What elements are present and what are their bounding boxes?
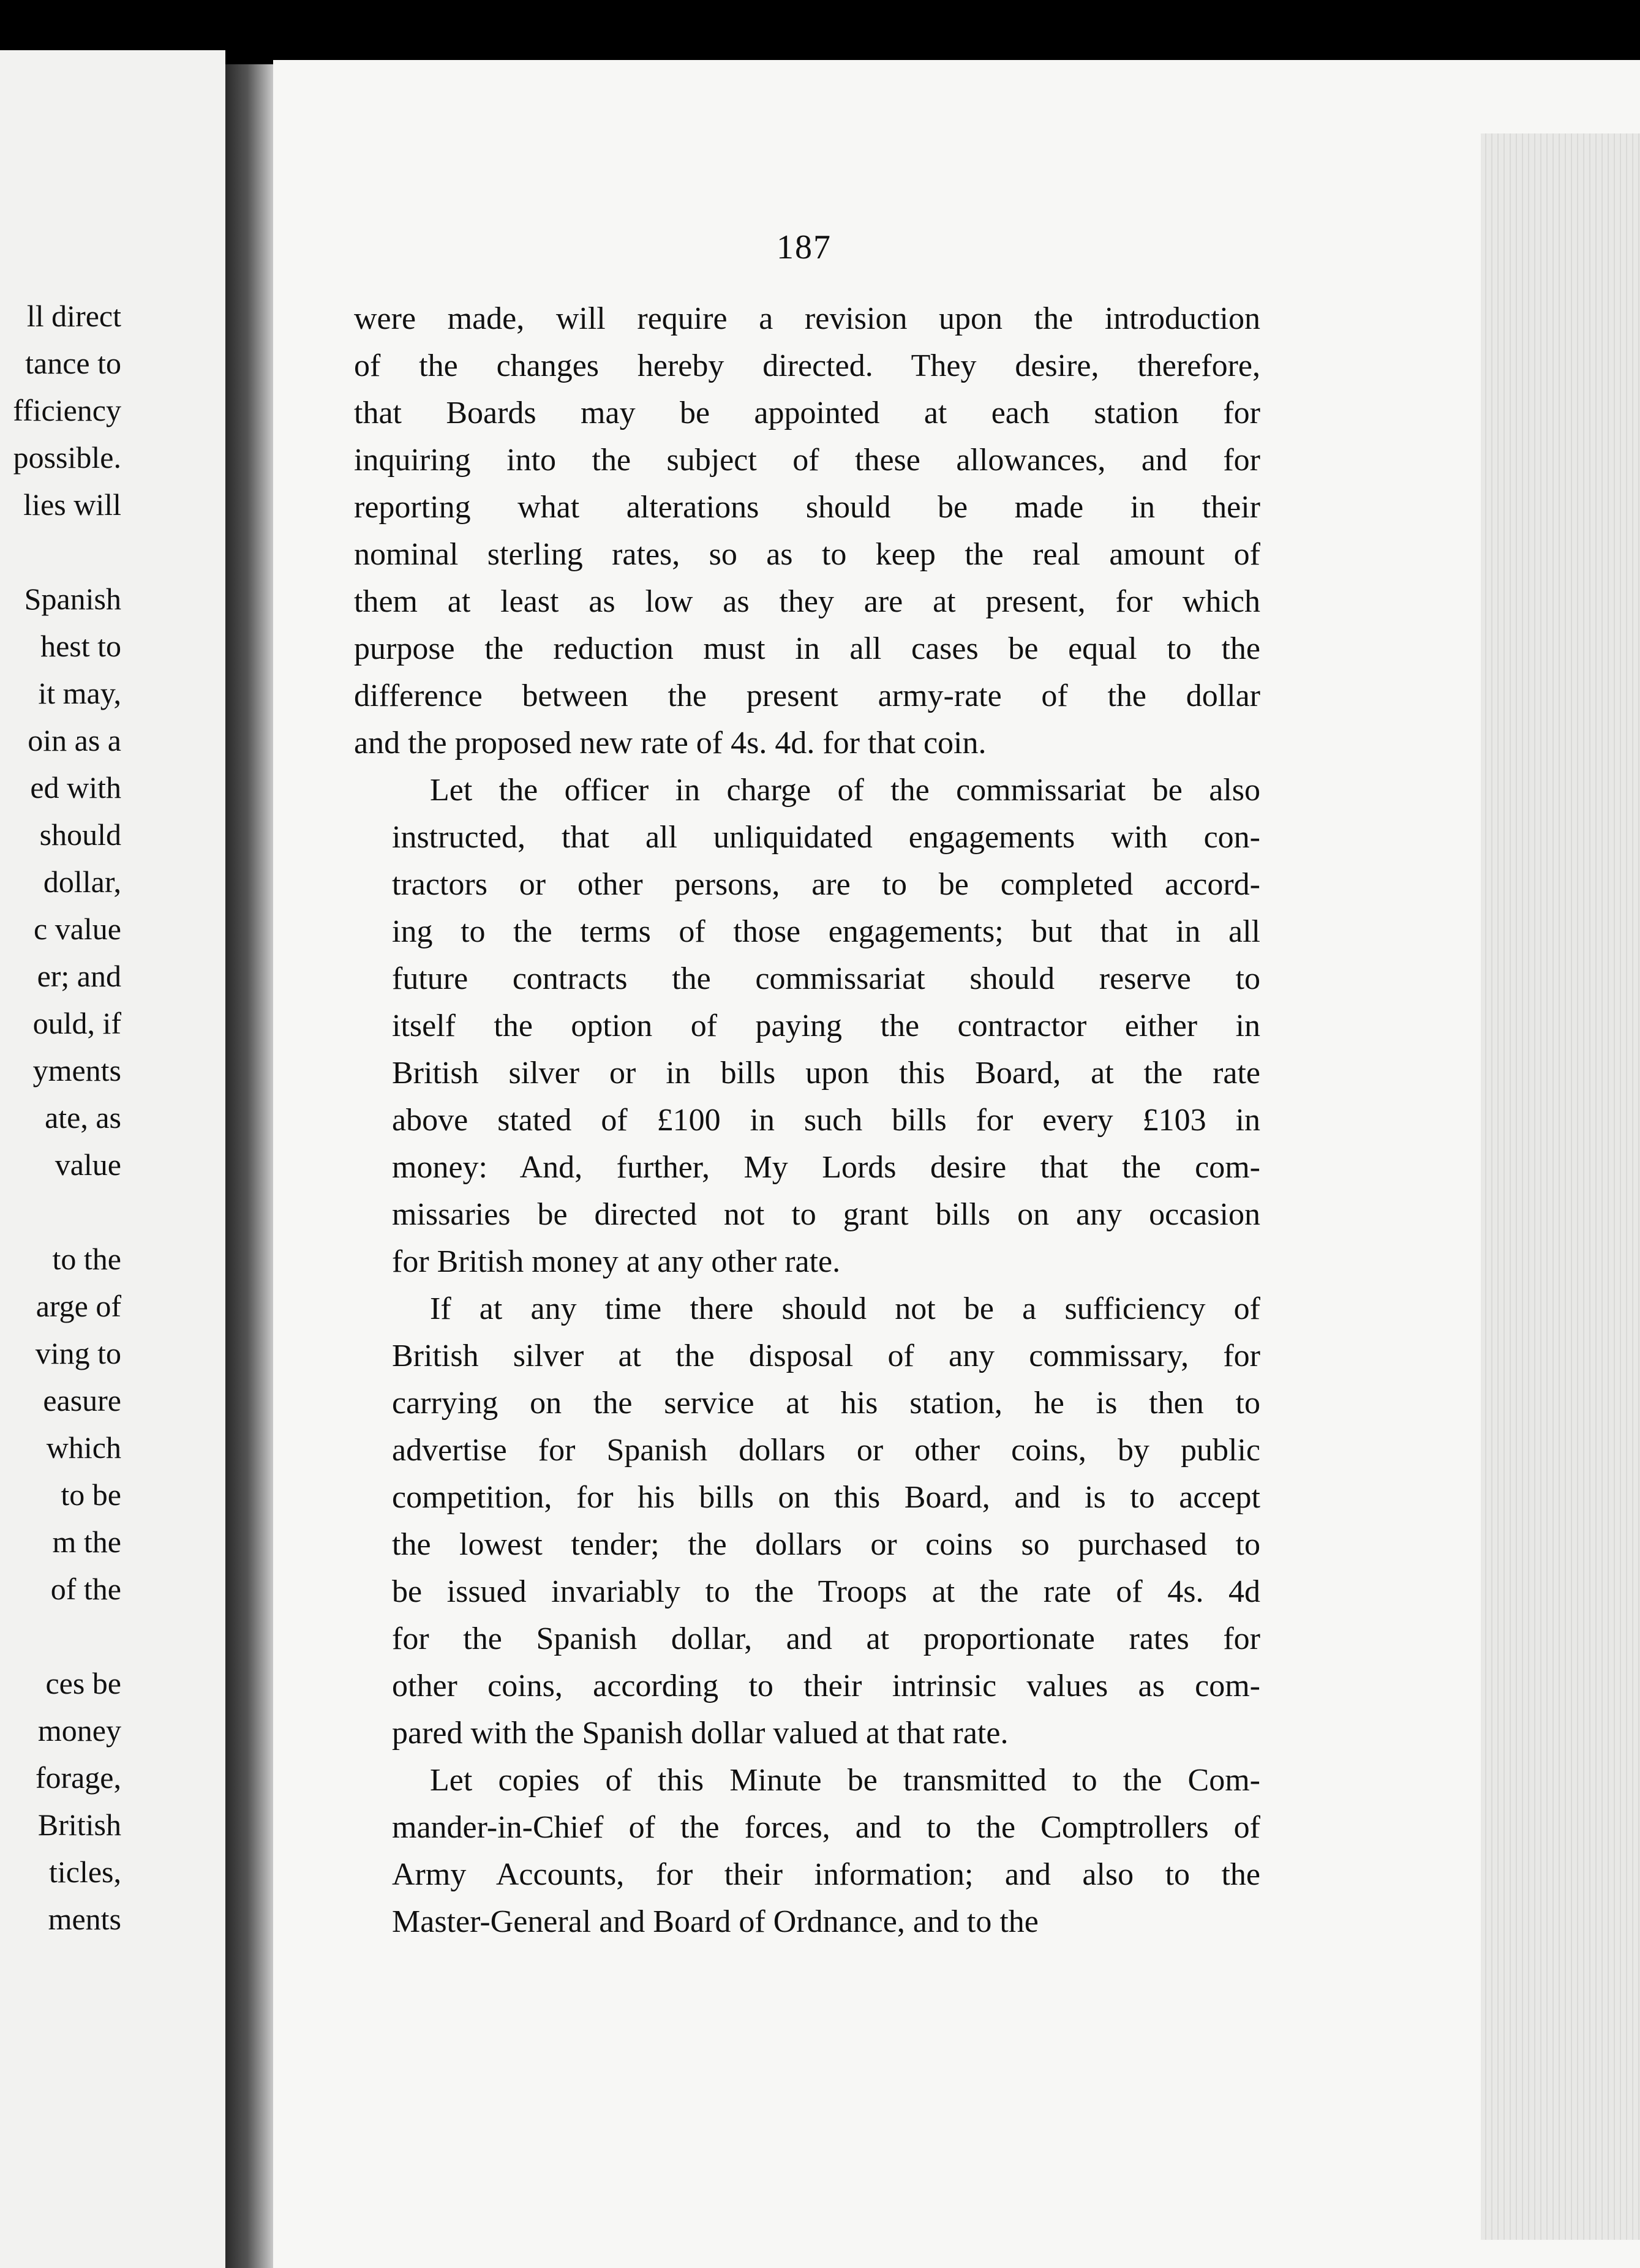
left-page-line: forage, [35, 1760, 121, 1795]
text-line: the lowest tender; the dollars or coins so purchased to [392, 1527, 1260, 1562]
text-line: British silver or in bills upon this Board, at the rate [392, 1056, 1260, 1091]
text-line: nominal sterling rates, so as to keep the real amount of [354, 537, 1260, 572]
book-gutter [225, 64, 274, 2268]
text-line: difference between the present army-rate of the dollar [354, 678, 1260, 713]
left-page-line: hest to [40, 629, 121, 663]
text-line: instructed, that all unliquidated engagements with con- [392, 820, 1260, 855]
text-line: pared with the Spanish dollar valued at that rate. [392, 1716, 1009, 1751]
text-line: that Boards may be appointed at each station for [354, 396, 1260, 430]
text-line: other coins, according to their intrinsic values as com- [392, 1669, 1260, 1703]
left-page-line: value [55, 1147, 121, 1182]
text-line: British silver at the disposal of any commissary, for [392, 1339, 1260, 1373]
left-page-line: British [37, 1808, 121, 1842]
left-page-line: ll direct [26, 299, 121, 333]
text-line: for the Spanish dollar, and at proportionate rates for [392, 1621, 1260, 1656]
text-line: of the changes hereby directed. They desire, therefore, [354, 348, 1260, 383]
text-line: reporting what alterations should be made in their [354, 490, 1260, 525]
left-page-line: easure [43, 1383, 121, 1418]
left-page-line: possible. [13, 440, 121, 475]
left-page-line: which [46, 1430, 121, 1465]
text-line: tractors or other persons, are to be completed accord- [392, 867, 1260, 902]
text-line: and the proposed new rate of 4s. 4d. for that coin. [354, 726, 987, 760]
left-page-line: ed with [30, 770, 121, 805]
left-page-line: oin as a [28, 723, 121, 757]
left-page-line: lies will [23, 487, 121, 522]
body-text [354, 295, 1260, 1945]
left-page-line: tance to [25, 346, 121, 380]
left-page-line: money [37, 1713, 121, 1748]
left-page-line: c value [34, 912, 121, 946]
text-line: Army Accounts, for their information; and also to the [392, 1857, 1260, 1892]
left-page-line [13, 528, 121, 576]
text-line: for British money at any other rate. [392, 1244, 841, 1279]
left-page-line: it may, [38, 676, 121, 710]
left-page-text [13, 293, 121, 1943]
page-edge [1481, 133, 1640, 2240]
text-line: future contracts the commissariat should reserve to [392, 961, 1260, 996]
left-page-line [13, 1613, 121, 1660]
left-page-line: yments [32, 1053, 121, 1087]
text-line: Let copies of this Minute be transmitted to the Com- [430, 1763, 1260, 1798]
left-page-line: Spanish [24, 582, 121, 616]
text-line: money: And, further, My Lords desire that the com- [392, 1150, 1260, 1185]
text-line: be issued invariably to the Troops at the rate of 4s. 4d [392, 1574, 1260, 1609]
text-line: them at least as low as they are at present, for which [354, 584, 1260, 619]
left-page-line [13, 1188, 121, 1236]
left-page-line: ving to [35, 1336, 121, 1370]
paragraph [354, 1285, 1260, 1757]
paragraph [354, 295, 1260, 767]
text-line: itself the option of paying the contractor either in [392, 1008, 1260, 1043]
text-line: mander-in-Chief of the forces, and to the Comptrollers of [392, 1810, 1260, 1845]
left-page-line: dollar, [43, 865, 121, 899]
text-line: purpose the reduction must in all cases be equal to the [354, 631, 1260, 666]
text-line: inquiring into the subject of these allowances, and for [354, 443, 1260, 478]
left-page-line: should [39, 817, 121, 852]
left-page-line: to the [52, 1242, 121, 1276]
text-line: Master-General and Board of Ordnance, and to the [392, 1904, 1039, 1939]
text-line: were made, will require a revision upon the introduction [354, 301, 1260, 336]
text-line: advertise for Spanish dollars or other coins, by public [392, 1433, 1260, 1468]
left-page-line: fficiency [13, 393, 121, 427]
left-page-line: of the [50, 1572, 121, 1606]
left-page [0, 50, 225, 2268]
text-line: missaries be directed not to grant bills on any occasion [392, 1197, 1260, 1232]
left-page-line: arge of [36, 1289, 121, 1323]
left-page-line: ticles, [48, 1855, 121, 1889]
left-page-line: ate, as [45, 1100, 121, 1135]
text-line: carrying on the service at his station, he is then to [392, 1386, 1260, 1421]
paragraph [354, 1757, 1260, 1945]
left-page-line: m the [52, 1525, 121, 1559]
paragraph [354, 767, 1260, 1285]
text-line: Let the officer in charge of the commissariat be also [430, 773, 1260, 808]
text-line: above stated of £100 in such bills for every £103 in [392, 1103, 1260, 1138]
left-page-line: er; and [37, 959, 121, 993]
text-line: competition, for his bills on this Board, and is to accept [392, 1480, 1260, 1515]
text-line: ing to the terms of those engagements; but that in all [392, 914, 1260, 949]
left-page-line: ould, if [32, 1006, 121, 1040]
left-page-line: ces be [45, 1666, 121, 1700]
text-line: If at any time there should not be a sufficiency of [430, 1291, 1260, 1326]
left-page-line: ments [48, 1902, 121, 1936]
left-page-line: to be [61, 1478, 121, 1512]
page-number: 187 [777, 228, 832, 266]
